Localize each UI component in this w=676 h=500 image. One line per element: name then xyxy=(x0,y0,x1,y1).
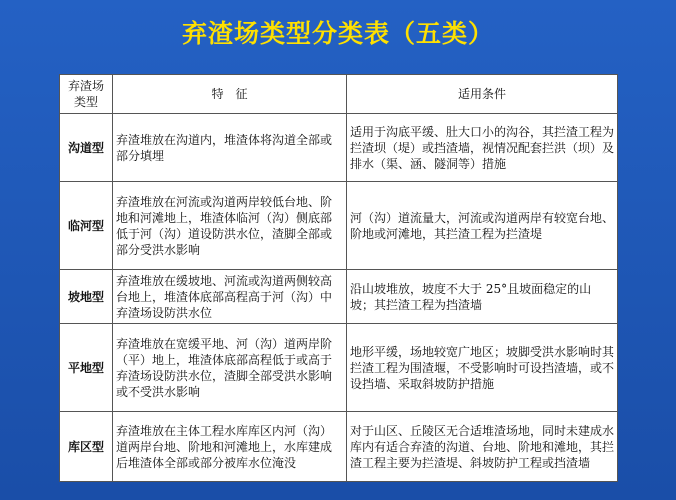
table-row xyxy=(60,324,618,412)
row-type: 临河型 xyxy=(60,182,113,270)
table-row xyxy=(60,270,618,324)
table-row xyxy=(60,182,618,270)
row-type: 坡地型 xyxy=(60,270,113,324)
row-type: 沟道型 xyxy=(60,114,113,182)
row-condition: 地形平缓，场地较宽广地区；坡脚受洪水影响时其拦渣工程为围渣堰，不受影响时可设挡渣墙，或不设挡墙、采取斜坡防护措施 xyxy=(347,324,618,412)
row-condition: 适用于沟底平缓、肚大口小的沟谷，其拦渣工程为拦渣坝（堤）或挡渣墙，视情况配套拦洪（坝）及排水（渠、涵、隧洞等）措施 xyxy=(347,114,618,182)
header-feature: 特 征 xyxy=(113,75,347,114)
table-header-row xyxy=(60,75,618,114)
row-feature: 弃渣堆放在主体工程水库库区内河（沟）道两岸台地、阶地和河滩地上，水库建成后堆渣体全部或部分被库水位淹没 xyxy=(113,412,347,482)
row-condition: 对于山区、丘陵区无合适堆渣场地，同时未建成水库内有适合弃渣的沟道、台地、阶地和滩地，其拦渣工程主要为拦渣堤、斜坡防护工程或挡渣墙 xyxy=(347,412,618,482)
row-feature: 弃渣堆放在沟道内，堆渣体将沟道全部或部分填埋 xyxy=(113,114,347,182)
row-feature: 弃渣堆放在河流或沟道两岸较低台地、阶地和河滩地上，堆渣体临河（沟）侧底部低于河（沟）道设防洪水位，渣脚全部或部分受洪水影响 xyxy=(113,182,347,270)
row-condition: 沿山坡堆放，坡度不大于 25°且坡面稳定的山坡；其拦渣工程为挡渣墙 xyxy=(347,270,618,324)
row-condition: 河（沟）道流量大，河流或沟道两岸有较宽台地、阶地或河滩地，其拦渣工程为拦渣堤 xyxy=(347,182,618,270)
header-condition: 适用条件 xyxy=(347,75,618,114)
header-type: 弃渣场类型 xyxy=(60,75,113,114)
table-row xyxy=(60,114,618,182)
table-row xyxy=(60,412,618,482)
row-feature: 弃渣堆放在缓坡地、河流或沟道两侧较高台地上，堆渣体底部高程高于河（沟）中弃渣场设防洪水位 xyxy=(113,270,347,324)
page-title: 弃渣场类型分类表（五类） xyxy=(181,19,494,48)
row-feature: 弃渣堆放在宽缓平地、河（沟）道两岸阶（平）地上，堆渣体底部高程低于或高于弃渣场设防洪水位，渣脚全部受洪水影响或不受洪水影响 xyxy=(113,324,347,412)
row-type: 库区型 xyxy=(60,412,113,482)
classification-table xyxy=(59,74,618,482)
row-type: 平地型 xyxy=(60,324,113,412)
